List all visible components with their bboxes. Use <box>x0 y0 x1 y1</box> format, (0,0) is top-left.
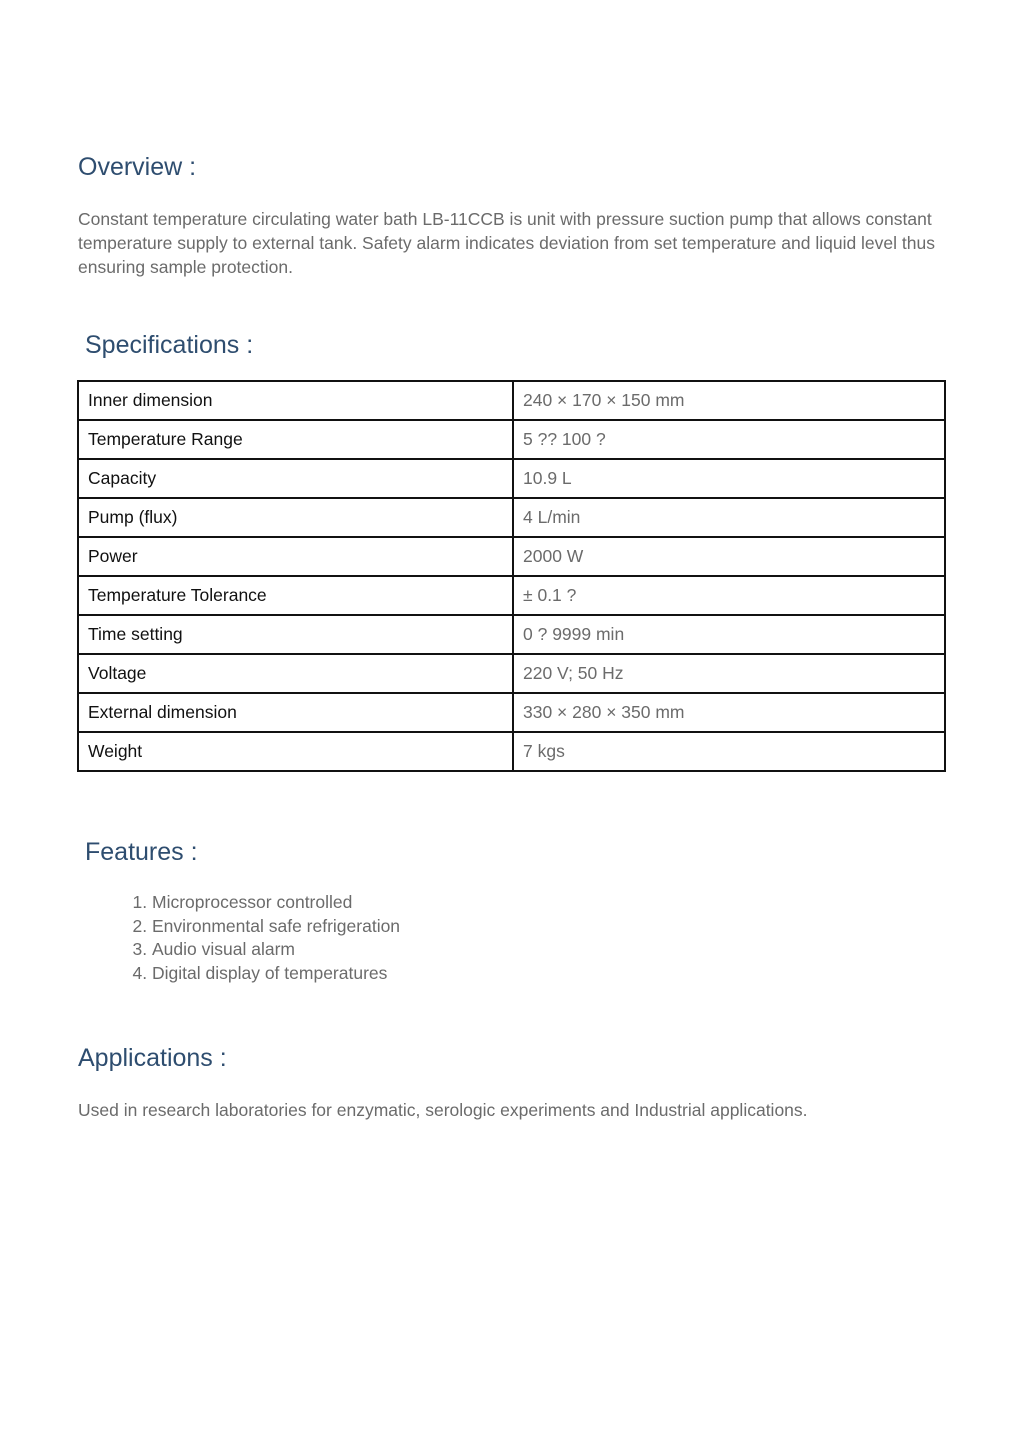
table-row <box>78 654 945 693</box>
spec-label: Capacity <box>78 459 513 498</box>
table-row <box>78 420 945 459</box>
spec-value: 2000 W <box>513 537 945 576</box>
applications-text: Used in research laboratories for enzymatic, serologic experiments and Industrial applications. <box>78 1100 808 1120</box>
spec-value: 10.9 L <box>513 459 945 498</box>
table-row <box>78 459 945 498</box>
spec-label: Temperature Range <box>78 420 513 459</box>
overview-text: Constant temperature circulating water bath LB-11CCB is unit with pressure suction pump that allows constant temperature supply to external tank. Safety alarm indicates deviation from set temperature and liquid level thus ensuring sample protection. <box>78 209 935 277</box>
spec-label: Pump (flux) <box>78 498 513 537</box>
spec-label: Voltage <box>78 654 513 693</box>
specifications-heading: Specifications : <box>85 331 254 359</box>
spec-value: 220 V; 50 Hz <box>513 654 945 693</box>
spec-label: Temperature Tolerance <box>78 576 513 615</box>
spec-label: External dimension <box>78 693 513 732</box>
table-row <box>78 381 945 420</box>
spec-label: Power <box>78 537 513 576</box>
spec-label: Inner dimension <box>78 381 513 420</box>
spec-value: 0 ? 9999 min <box>513 615 945 654</box>
overview-heading: Overview : <box>78 153 197 181</box>
table-row <box>78 693 945 732</box>
features-heading: Features : <box>85 838 198 866</box>
list-item: 4. Digital display of temperatures <box>152 962 400 986</box>
table-row <box>78 537 945 576</box>
spec-label: Weight <box>78 732 513 771</box>
spec-value: 5 ?? 100 ? <box>513 420 945 459</box>
applications-heading: Applications : <box>78 1044 227 1072</box>
spec-value: 330 × 280 × 350 mm <box>513 693 945 732</box>
list-item: 1. Microprocessor controlled <box>152 891 400 915</box>
spec-value: 4 L/min <box>513 498 945 537</box>
spec-value: 240 × 170 × 150 mm <box>513 381 945 420</box>
spec-value: 7 kgs <box>513 732 945 771</box>
table-row <box>78 732 945 771</box>
spec-value: ± 0.1 ? <box>513 576 945 615</box>
list-item: 3. Audio visual alarm <box>152 938 400 962</box>
table-row <box>78 615 945 654</box>
features-list <box>78 891 400 985</box>
spec-label: Time setting <box>78 615 513 654</box>
specifications-table <box>77 380 946 772</box>
table-row <box>78 498 945 537</box>
list-item: 2. Environmental safe refrigeration <box>152 915 400 939</box>
table-row <box>78 576 945 615</box>
